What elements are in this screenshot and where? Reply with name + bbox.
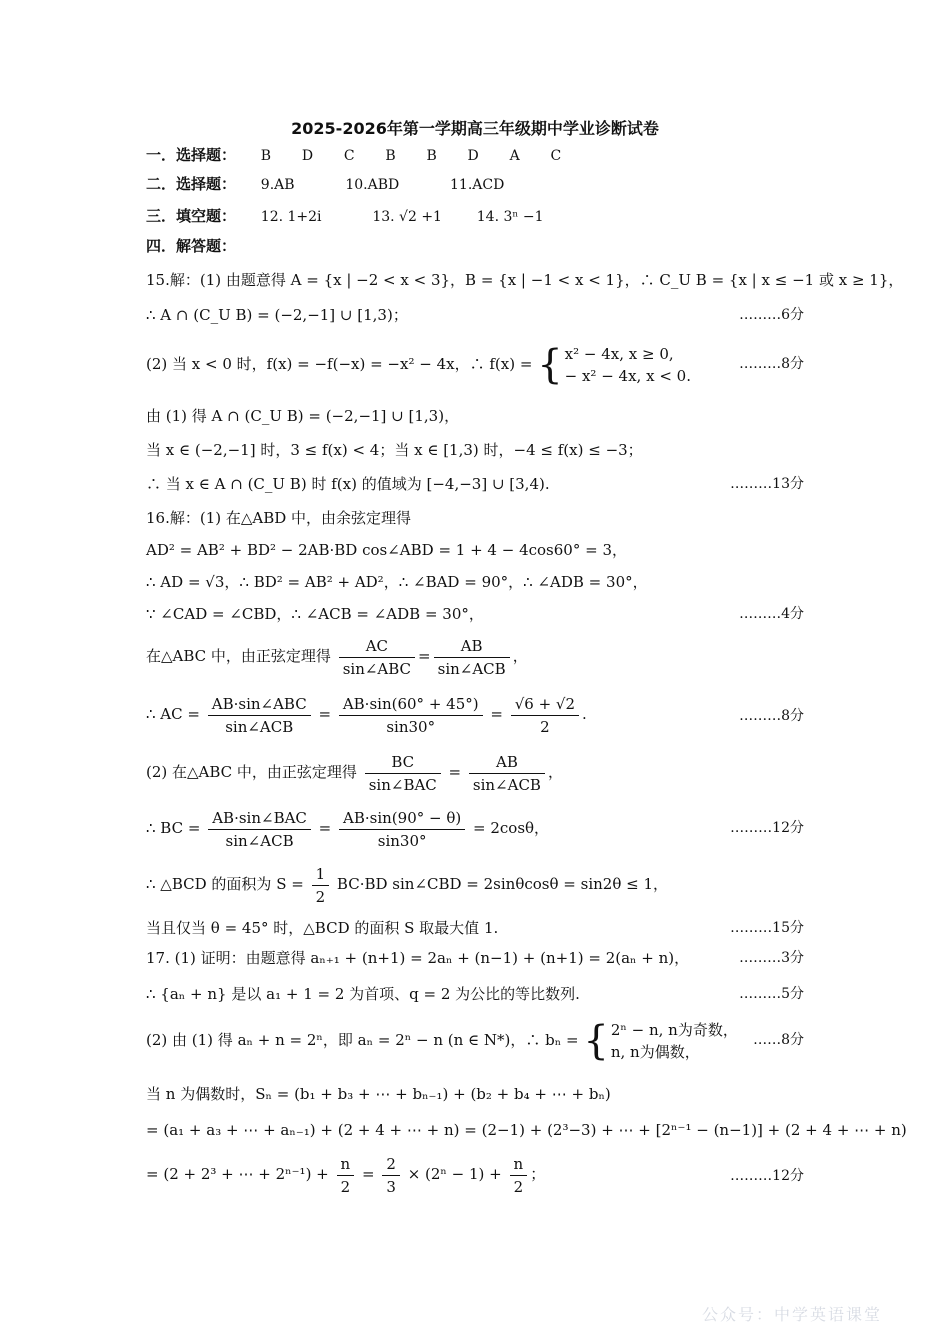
numerator: 1 — [312, 863, 330, 886]
p17-case-2: n, n为偶数， — [610, 1043, 700, 1061]
section-3-row — [146, 206, 590, 227]
p16-line-5 — [146, 632, 528, 680]
section-1-row — [146, 145, 587, 166]
fraction — [337, 1153, 355, 1198]
numerator: AB·sin∠BAC — [208, 807, 311, 830]
p17-line-3 — [146, 1018, 738, 1063]
answer-2: D — [301, 148, 314, 164]
numerator: n — [337, 1153, 355, 1176]
punctuation: ， — [512, 647, 528, 665]
section-4-heading: 四．解答题： — [146, 237, 237, 255]
numerator: BC — [365, 751, 441, 774]
p15-line-2: ∴ A ∩ (C_U B) = (−2,−1] ∪ [1,3)； — [146, 306, 408, 324]
p16-line-7: (2) 在△ABC 中，由正弦定理得 $\frac{BC}{\text{sin∠BAC}}$ = $\frac{AB}{\text{sin∠ACB}}$ ， — [146, 752, 563, 794]
answer-8: C — [550, 148, 562, 164]
p16-line-8-end: = 2cosθ， — [473, 819, 550, 837]
punctuation: ； — [530, 1165, 546, 1183]
punctuation: . — [582, 705, 587, 723]
section-2-row — [146, 174, 550, 195]
p16-line-5-text: 在△ABC 中，由正弦定理得 — [146, 647, 331, 665]
denominator: sin∠BAC — [368, 775, 437, 794]
left-brace-icon: { — [583, 1018, 609, 1064]
fraction — [382, 1153, 400, 1198]
answer-13: 13. √2 +1 — [372, 209, 442, 225]
numerator: AC — [339, 635, 415, 658]
numerator: AB — [469, 751, 545, 774]
section-4-label — [146, 236, 236, 256]
fraction — [469, 751, 545, 796]
p17-line-3-text: (2) 由 (1) 得 aₙ + n = 2ⁿ，即 aₙ = 2ⁿ − n (n ∈ N*)，∴ bₙ = — [146, 1031, 579, 1049]
numerator: AB — [434, 635, 510, 658]
denominator: sin30° — [386, 717, 436, 736]
p17-line-6-mid: × (2ⁿ − 1) + — [407, 1165, 502, 1183]
answer-5: B — [426, 148, 437, 164]
numerator: n — [510, 1153, 528, 1176]
numerator: AB·sin(90° − θ) — [339, 807, 465, 830]
answer-10: 10.ABD — [345, 177, 400, 193]
p16-line-8-text: ∴ BC = — [146, 819, 201, 837]
p16-line-6: ∴ AC = $\frac{\text{AB·sin∠ABC}}{\text{sin∠ACB}}$ = $\frac{AB\cdot\sin(60^\circ + 45^\circ)}{\sin 30^\circ}$ = $\frac{√6 + √2}{2}$ . — [146, 694, 587, 736]
p17-line-6-text: = (2 + 2³ + ⋯ + 2ⁿ⁻¹) + — [146, 1165, 329, 1183]
section-3-label: 三．填空题： — [146, 207, 237, 225]
p16-line-10: 当且仅当 θ = 45° 时，△BCD 的面积 S 取最大值 1. — [146, 919, 499, 937]
fraction — [511, 693, 579, 738]
fraction — [339, 807, 465, 852]
fraction — [510, 1153, 528, 1198]
p15-line-4: 由 (1) 得 A ∩ (C_U B) = (−2,−1] ∪ [1,3)， — [146, 407, 460, 425]
answer-11: 11.ACD — [450, 177, 505, 193]
punctuation: ， — [547, 763, 563, 781]
p15-score-6: ………6分 — [739, 307, 804, 323]
p16-score-4: ………4分 — [739, 606, 804, 622]
p17-score-3: ………3分 — [739, 950, 804, 966]
denominator: sin30° — [377, 831, 427, 850]
p16-score-15: ………15分 — [730, 920, 804, 936]
p17-piecewise — [611, 1019, 738, 1063]
p16-line-1: 16.解：(1) 在△ABD 中，由余弦定理得 — [146, 509, 412, 527]
denominator: 2 — [340, 1177, 351, 1196]
p17-line-6 — [146, 1150, 545, 1198]
p15-line-3 — [146, 342, 691, 387]
p16-line-9-text: ∴ △BCD 的面积为 S = — [146, 875, 304, 893]
answer-3: C — [343, 148, 355, 164]
answer-4: B — [385, 148, 396, 164]
equals-sign: = — [418, 647, 431, 665]
p15-case-1: x² − 4x, x ≥ 0, — [564, 345, 674, 363]
left-brace-icon: { — [537, 342, 563, 388]
p17-case-1: 2ⁿ − n, n为奇数， — [610, 1021, 738, 1039]
denominator: sin∠ACB — [437, 659, 506, 678]
denominator: 2 — [513, 1177, 524, 1196]
denominator: sin∠ACB — [225, 831, 294, 850]
fraction — [208, 693, 311, 738]
denominator: sin∠ACB — [225, 717, 294, 736]
watermark-text: 公众号：中学英语课堂 — [701, 1305, 882, 1324]
answer-12: 12. 1+2i — [260, 209, 322, 225]
p17-score-12: ………12分 — [730, 1168, 804, 1184]
denominator: sin∠ABC — [342, 659, 412, 678]
fraction — [339, 635, 415, 680]
p17-line-1: 17. (1) 证明：由题意得 aₙ₊₁ + (n+1) = 2aₙ + (n−1) + (n+1) = 2(aₙ + n)， — [146, 949, 690, 967]
answer-9: 9.AB — [260, 177, 295, 193]
denominator: 2 — [315, 887, 326, 906]
p16-score-8: ………8分 — [739, 708, 804, 724]
p16-line-6-text: ∴ AC = — [146, 705, 200, 723]
p17-line-2: ∴ {aₙ + n} 是以 a₁ + 1 = 2 为首项、q = 2 为公比的等比数列. — [146, 985, 580, 1003]
denominator: sin∠ACB — [472, 775, 541, 794]
p15-case-2: − x² − 4x, x < 0. — [564, 367, 691, 385]
fraction — [365, 751, 441, 796]
p15-line-1: 15.解：(1) 由题意得 A = {x | −2 < x < 3}，B = {x | −1 < x < 1}，∴ C_U B = {x | x ≤ −1 或 x ≥ 1}， — [146, 271, 904, 289]
fraction — [208, 807, 311, 852]
p16-line-2: AD² = AB² + BD² − 2AB·BD cos∠ABD = 1 + 4 − 4cos60° = 3， — [146, 541, 627, 559]
p17-score-8: ……8分 — [753, 1032, 804, 1048]
numerator: AB·sin∠ABC — [208, 693, 311, 716]
p17-score-5: ………5分 — [739, 986, 804, 1002]
answer-7: A — [509, 148, 520, 164]
p15-piecewise — [565, 343, 691, 387]
denominator: 2 — [540, 717, 550, 736]
answer-1: B — [260, 148, 272, 164]
p16-line-4: ∵ ∠CAD = ∠CBD，∴ ∠ACB = ∠ADB = 30°， — [146, 605, 484, 623]
numerator: 2 — [382, 1153, 400, 1176]
p17-line-5: = (a₁ + a₃ + ⋯ + aₙ₋₁) + (2 + 4 + ⋯ + n) = (2−1) + (2³−3) + ⋯ + [2ⁿ⁻¹ − (n−1)] + (2 + 4 + ⋯ + n) — [146, 1121, 907, 1139]
equals-sign: = — [362, 1165, 375, 1183]
denominator: 3 — [386, 1177, 396, 1196]
p16-line-3: ∴ AD = √3，∴ BD² = AB² + AD²，∴ ∠BAD = 90°，∴ ∠ADB = 30°， — [146, 573, 648, 591]
page-title: 2025-2026年第一学期高三年级期中学业诊断试卷 — [291, 119, 659, 138]
p16-score-12: ………12分 — [730, 820, 804, 836]
answer-6: D — [467, 148, 479, 164]
numerator: √6 + √2 — [511, 693, 579, 716]
numerator: AB·sin(60° + 45°) — [339, 693, 483, 716]
p15-line-6: ∴ 当 x ∈ A ∩ (C_U B) 时 f(x) 的值域为 [−4,−3] ∪ [3,4). — [146, 475, 550, 493]
fraction — [312, 863, 330, 908]
fraction — [434, 635, 510, 680]
p15-score-13: ………13分 — [730, 476, 804, 492]
p16-line-7-text: (2) 在△ABC 中，由正弦定理得 — [146, 763, 357, 781]
p16-line-9-end: BC·BD sin∠CBD = 2sinθcosθ = sin2θ ≤ 1， — [336, 875, 669, 893]
p15-line-3-text: (2) 当 x < 0 时，f(x) = −f(−x) = −x² − 4x，∴ f(x) = — [146, 355, 533, 373]
p16-line-8: ∴ BC = $\frac{\text{AB·sin∠BAC}}{\text{sin∠ACB}}$ = $\frac{AB\cdot\sin(90^\circ - \theta)}{\sin 30^\circ}$ = 2cosθ， — [146, 808, 550, 850]
section-1-label: 一．选择题： — [146, 146, 237, 164]
section-2-label: 二．选择题： — [146, 175, 237, 193]
p17-line-4: 当 n 为偶数时，Sₙ = (b₁ + b₃ + ⋯ + bₙ₋₁) + (b₂ + b₄ + ⋯ + bₙ) — [146, 1085, 611, 1103]
fraction — [339, 693, 483, 738]
p15-score-8: ………8分 — [739, 356, 804, 372]
p16-line-9 — [146, 860, 668, 908]
answer-14: 14. 3ⁿ −1 — [476, 209, 544, 225]
p15-line-5: 当 x ∈ (−2,−1] 时，3 ≤ f(x) < 4；当 x ∈ [1,3) 时，−4 ≤ f(x) ≤ −3； — [146, 441, 643, 459]
